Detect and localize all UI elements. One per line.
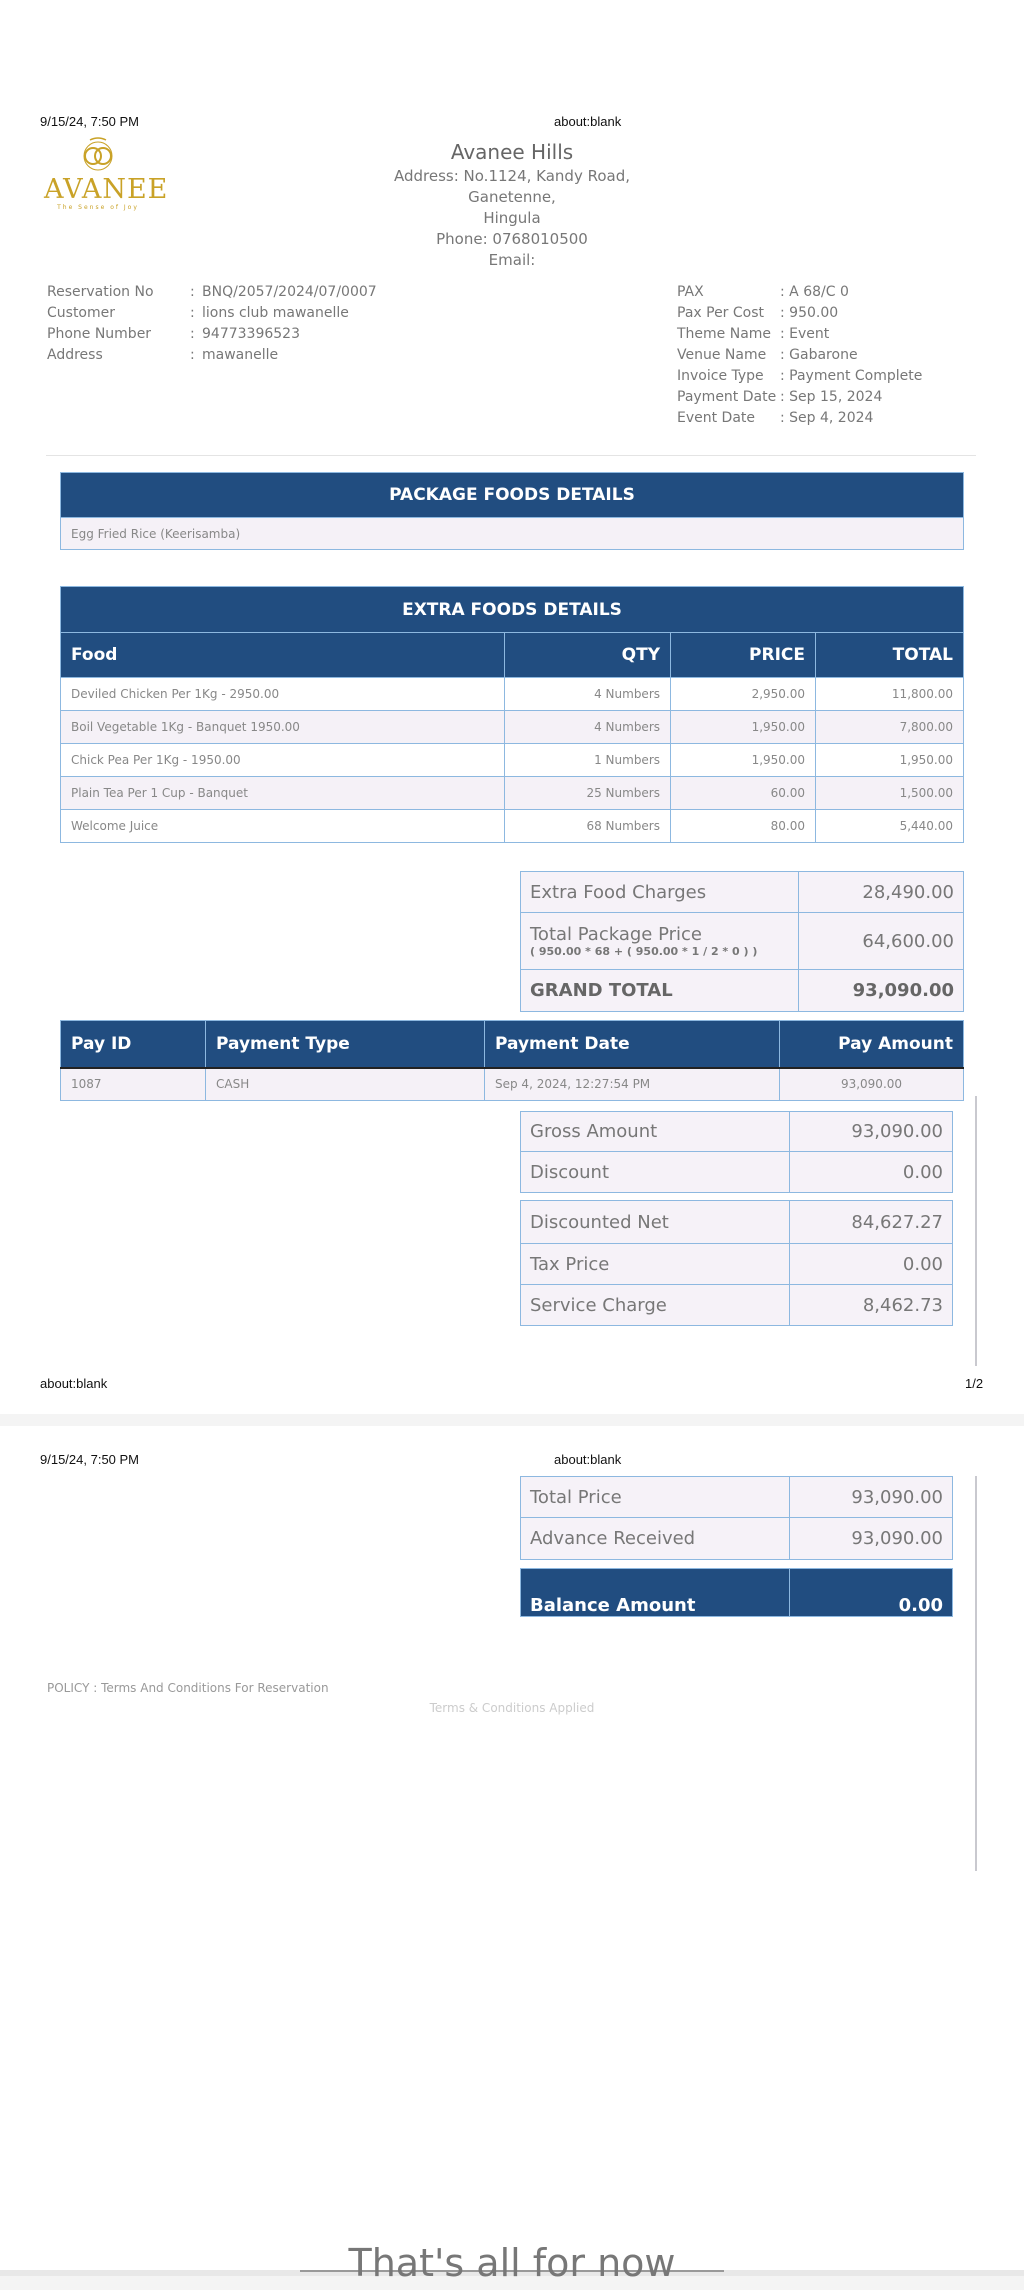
balance-row [520, 1568, 953, 1617]
summary-label: Service Charge [521, 1285, 790, 1326]
food-name: Chick Pea Per 1Kg - 1950.00 [61, 744, 505, 777]
payments-table [60, 1020, 964, 1101]
summary-label: Discount [521, 1152, 790, 1193]
column-header-pay-id: Pay ID [61, 1021, 206, 1068]
summary-value: 28,490.00 [799, 872, 964, 913]
package-price-label: Total Package Price [530, 923, 703, 945]
hotel-logo [44, 136, 169, 211]
pay-amount: 93,090.00 [780, 1068, 964, 1101]
reservation-details-left [47, 282, 377, 366]
info-label: Theme Name [677, 326, 772, 342]
info-label: PAX [677, 284, 704, 300]
summary-row [521, 1201, 953, 1244]
info-label: Payment Date [677, 389, 777, 405]
table-row [61, 777, 964, 810]
info-row [47, 282, 377, 303]
summary-row [521, 1112, 953, 1152]
vertical-rule [975, 1476, 977, 1871]
info-value: 94773396523 [202, 326, 300, 342]
food-qty: 1 Numbers [505, 744, 671, 777]
summary-label: Total Price [521, 1477, 790, 1518]
extra-foods-title: EXTRA FOODS DETAILS [61, 587, 964, 633]
hotel-address-line1: Address: No.1124, Kandy Road, Ganetenne, [393, 167, 630, 206]
table-row [61, 678, 964, 711]
info-row [677, 408, 922, 429]
summary-label [521, 913, 799, 970]
footer-message: That's all for now [348, 2241, 676, 2285]
info-value: : Event [780, 326, 830, 342]
info-value: : Gabarone [780, 347, 858, 363]
summary-value: 93,090.00 [790, 1112, 953, 1152]
info-label: Reservation No [47, 284, 154, 300]
package-price-formula: ( 950.00 * 68 + ( 950.00 * 1 / 2 * 0 ) ) [530, 944, 758, 958]
summary-value: 0.00 [790, 1244, 953, 1285]
info-row [47, 324, 377, 345]
info-value: mawanelle [202, 347, 279, 363]
hotel-address-line2: Hingula [483, 209, 541, 227]
rings-icon [78, 136, 118, 172]
table-row [61, 711, 964, 744]
info-label: Venue Name [677, 347, 767, 363]
summary-label: Tax Price [521, 1244, 790, 1285]
summary-row [521, 913, 964, 970]
grand-total-label: GRAND TOTAL [521, 970, 799, 1012]
food-name: Deviled Chicken Per 1Kg - 2950.00 [61, 678, 505, 711]
hotel-header [352, 138, 672, 271]
summary-row [521, 1477, 953, 1518]
food-total: 11,800.00 [816, 678, 964, 711]
food-total: 1,950.00 [816, 744, 964, 777]
column-header-pay-amount: Pay Amount [780, 1021, 964, 1068]
summary-value: 84,627.27 [790, 1201, 953, 1244]
package-foods-table [60, 472, 964, 550]
vertical-rule [975, 1096, 977, 1366]
pay-id: 1087 [61, 1068, 206, 1101]
info-row [677, 324, 922, 345]
column-header-qty: QTY [505, 633, 671, 678]
package-foods-title: PACKAGE FOODS DETAILS [61, 473, 964, 518]
totals-group-3 [520, 1476, 953, 1560]
summary-value: 64,600.00 [799, 913, 964, 970]
balance-clip [520, 1568, 953, 1616]
info-value: : Sep 15, 2024 [780, 389, 883, 405]
food-price: 2,950.00 [671, 678, 816, 711]
page-number: 1/2 [965, 1376, 984, 1391]
section-divider [46, 455, 976, 456]
food-qty: 4 Numbers [505, 678, 671, 711]
column-header-food: Food [61, 633, 505, 678]
totals-group-1 [520, 1111, 953, 1193]
food-price: 60.00 [671, 777, 816, 810]
grand-total-row [521, 970, 964, 1012]
summary-value: 93,090.00 [790, 1477, 953, 1518]
print-timestamp: 9/15/24, 7:50 PM [40, 1452, 140, 1467]
hotel-name: Avanee Hills [450, 140, 574, 164]
footer-message-clip [0, 2236, 1024, 2285]
balance-value: 0.00 [790, 1569, 953, 1617]
summary-value: 8,462.73 [790, 1285, 953, 1326]
info-sep: : [190, 326, 195, 342]
balance-label: Balance Amount [521, 1569, 790, 1617]
food-name: Plain Tea Per 1 Cup - Banquet [61, 777, 505, 810]
food-price: 80.00 [671, 810, 816, 843]
invoice-page-2 [0, 1426, 1024, 2285]
food-price: 1,950.00 [671, 744, 816, 777]
summary-row [521, 1152, 953, 1193]
info-label: Event Date [677, 410, 756, 426]
hotel-email: Email: [488, 251, 536, 269]
food-name: Welcome Juice [61, 810, 505, 843]
package-food-item: Egg Fried Rice (Keerisamba) [61, 518, 964, 550]
info-sep: : [190, 284, 195, 300]
logo-tagline: The Sense of Joy [57, 204, 139, 211]
reservation-details-right [677, 282, 922, 429]
extra-foods-table [60, 586, 964, 843]
grand-total-value: 93,090.00 [799, 970, 964, 1012]
info-row [677, 345, 922, 366]
payment-type: CASH [206, 1068, 485, 1101]
info-value: : A 68/C 0 [780, 284, 849, 300]
food-qty: 25 Numbers [505, 777, 671, 810]
payment-date: Sep 4, 2024, 12:27:54 PM [485, 1068, 780, 1101]
info-label: Customer [47, 305, 116, 321]
info-row [677, 366, 922, 387]
summary-label: Advance Received [521, 1518, 790, 1560]
summary-value: 93,090.00 [790, 1518, 953, 1560]
hotel-phone: Phone: 0768010500 [436, 230, 588, 248]
food-name: Boil Vegetable 1Kg - Banquet 1950.00 [61, 711, 505, 744]
info-label: Phone Number [47, 326, 152, 342]
column-header-price: PRICE [671, 633, 816, 678]
info-label: Pax Per Cost [677, 305, 765, 321]
info-label: Invoice Type [677, 368, 764, 384]
table-row [61, 810, 964, 843]
column-header-payment-date: Payment Date [485, 1021, 780, 1068]
info-sep: : [190, 347, 195, 363]
summary-label: Extra Food Charges [521, 872, 799, 913]
food-qty: 68 Numbers [505, 810, 671, 843]
summary-row [521, 1244, 953, 1285]
food-total: 7,800.00 [816, 711, 964, 744]
info-row [677, 387, 922, 408]
info-value: lions club mawanelle [202, 305, 349, 321]
totals-group-2 [520, 1200, 953, 1326]
print-url: about:blank [554, 114, 622, 129]
table-row [61, 1068, 964, 1101]
summary-row [521, 872, 964, 913]
info-value: : Payment Complete [780, 368, 923, 384]
info-row [47, 345, 377, 366]
policy-text: POLICY : Terms And Conditions For Reservation [47, 1681, 329, 1695]
summary-row [521, 1518, 953, 1560]
summary-label: Gross Amount [521, 1112, 790, 1152]
info-value: : 950.00 [780, 305, 839, 321]
info-value: BNQ/2057/2024/07/0007 [202, 284, 377, 300]
print-footer-url: about:blank [40, 1376, 108, 1391]
food-total: 1,500.00 [816, 777, 964, 810]
info-row [677, 303, 922, 324]
table-row [61, 744, 964, 777]
info-sep: : [190, 305, 195, 321]
info-row [47, 303, 377, 324]
table-row [61, 518, 964, 550]
summary-label: Discounted Net [521, 1201, 790, 1244]
summary-row [521, 1285, 953, 1326]
food-price: 1,950.00 [671, 711, 816, 744]
column-header-total: TOTAL [816, 633, 964, 678]
food-total: 5,440.00 [816, 810, 964, 843]
column-header-payment-type: Payment Type [206, 1021, 485, 1068]
info-label: Address [47, 347, 103, 363]
terms-text: Terms & Conditions Applied [429, 1701, 595, 1715]
info-row [677, 282, 922, 303]
logo-wordmark: AVANEE [44, 174, 169, 205]
food-qty: 4 Numbers [505, 711, 671, 744]
print-url: about:blank [554, 1452, 622, 1467]
charges-summary [520, 871, 964, 1012]
print-timestamp: 9/15/24, 7:50 PM [40, 114, 140, 129]
summary-value: 0.00 [790, 1152, 953, 1193]
info-value: : Sep 4, 2024 [780, 410, 874, 426]
